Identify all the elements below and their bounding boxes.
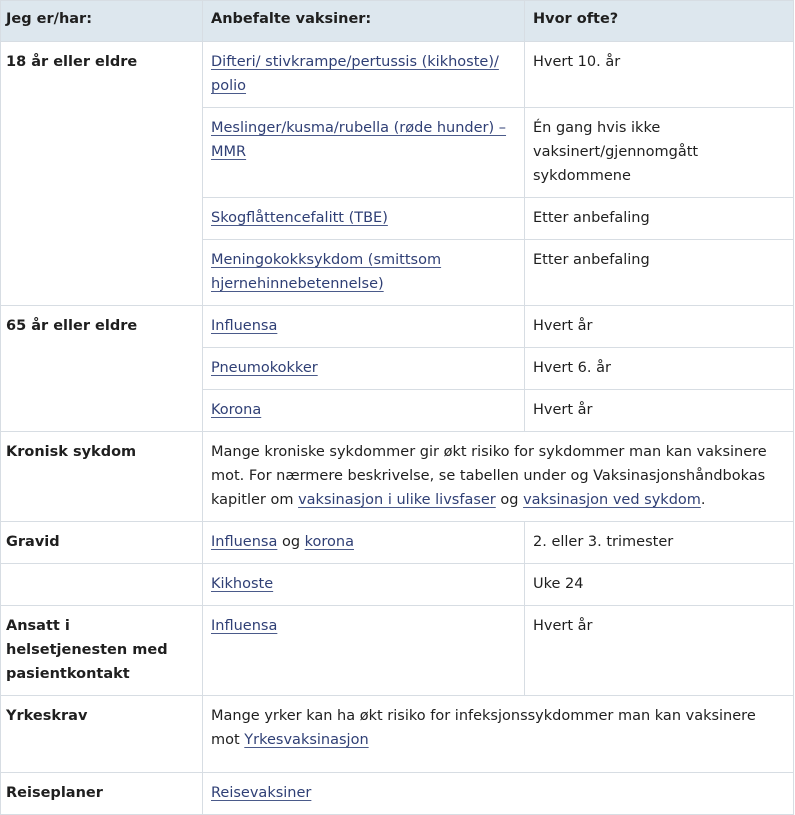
vaccine-link-covid[interactable]: Korona — [211, 402, 262, 418]
table-row — [1, 306, 794, 348]
vaccine-link-meningococcal[interactable]: Meningokokksykdom (smittsom hjernehinnebetennelse) — [211, 252, 442, 292]
chronic-period: . — [700, 492, 706, 508]
vaccine-link-covid-pregnant[interactable]: korona — [304, 534, 354, 550]
column-header-frequency: Hvor ofte? — [525, 1, 794, 42]
group-label-occupational: Yrkeskrav — [1, 696, 203, 773]
chronic-text: Mange kroniske sykdommer gir økt risiko for sykdommer man kan vaksinere mot. For nærmere beskrivelse, se tabellen under og Vaksinasjonshåndbokas kapitler om — [211, 444, 767, 508]
group-label-health-workers: Ansatt i helsetjenesten med pasientkontakt — [1, 606, 203, 696]
group-label-pregnant: Gravid — [1, 522, 203, 564]
link-life-stages[interactable]: vaksinasjon i ulike livsfaser — [298, 492, 496, 508]
vaccine-link-dtp-polio[interactable]: Difteri/ stivkrampe/pertussis (kikhoste)/ polio — [211, 54, 499, 94]
vaccine-link-pertussis[interactable]: Kikhoste — [211, 576, 274, 592]
vaccine-cell — [203, 108, 525, 198]
group-label-travel: Reiseplaner — [1, 773, 203, 815]
occupational-description — [203, 696, 794, 773]
chronic-description — [203, 432, 794, 522]
vaccine-link-tbe[interactable]: Skogflåttencefalitt (TBE) — [211, 210, 388, 226]
table-row — [1, 522, 794, 564]
vaccine-cell — [203, 522, 525, 564]
table-row — [1, 696, 794, 773]
table-row — [1, 432, 794, 522]
vaccine-cell — [203, 240, 525, 306]
frequency-cell: Etter anbefaling — [525, 198, 794, 240]
vaccine-link-influenza-pregnant[interactable]: Influensa — [211, 534, 278, 550]
link-disease-vaccination[interactable]: vaksinasjon ved sykdom — [523, 492, 701, 508]
vaccine-cell — [203, 306, 525, 348]
table-row — [1, 773, 794, 815]
frequency-cell: Etter anbefaling — [525, 240, 794, 306]
link-travel-vaccines[interactable]: Reisevaksiner — [211, 785, 312, 801]
group-label-seniors: 65 år eller eldre — [1, 306, 203, 432]
vaccine-link-pneumococcal[interactable]: Pneumokokker — [211, 360, 318, 376]
link-occupational-vaccination[interactable]: Yrkesvaksinasjon — [244, 732, 369, 748]
vaccine-link-influenza-health-workers[interactable]: Influensa — [211, 618, 278, 634]
vaccine-cell — [203, 198, 525, 240]
frequency-cell: 2. eller 3. trimester — [525, 522, 794, 564]
group-label-chronic: Kronisk sykdom — [1, 432, 203, 522]
vaccine-cell — [203, 42, 525, 108]
table-header-row — [1, 1, 794, 42]
table-row — [1, 564, 794, 606]
vaccine-link-influenza[interactable]: Influensa — [211, 318, 278, 334]
occupational-text: Mange yrker kan ha økt risiko for infeksjonssykdommer man kan vaksinere mot — [211, 708, 756, 748]
frequency-cell: Hvert 6. år — [525, 348, 794, 390]
empty-label-cell — [1, 564, 203, 606]
table-row — [1, 606, 794, 696]
frequency-cell: Hvert 10. år — [525, 42, 794, 108]
conjunction-text: og — [277, 534, 305, 550]
frequency-cell: Én gang hvis ikke vaksinert/gjennomgått sykdommene — [525, 108, 794, 198]
frequency-cell: Hvert år — [525, 606, 794, 696]
vaccine-link-mmr[interactable]: Meslinger/kusma/rubella (røde hunder) – MMR — [211, 120, 507, 160]
frequency-cell: Hvert år — [525, 390, 794, 432]
frequency-cell: Hvert år — [525, 306, 794, 348]
vaccine-cell — [203, 348, 525, 390]
vaccine-cell — [203, 564, 525, 606]
travel-cell — [203, 773, 794, 815]
group-label-adults: 18 år eller eldre — [1, 42, 203, 306]
frequency-cell: Uke 24 — [525, 564, 794, 606]
vaccine-cell — [203, 390, 525, 432]
column-header-vaccines: Anbefalte vaksiner: — [203, 1, 525, 42]
chronic-conjunction: og — [495, 492, 524, 508]
table-row — [1, 42, 794, 108]
vaccine-cell — [203, 606, 525, 696]
column-header-who: Jeg er/har: — [1, 1, 203, 42]
